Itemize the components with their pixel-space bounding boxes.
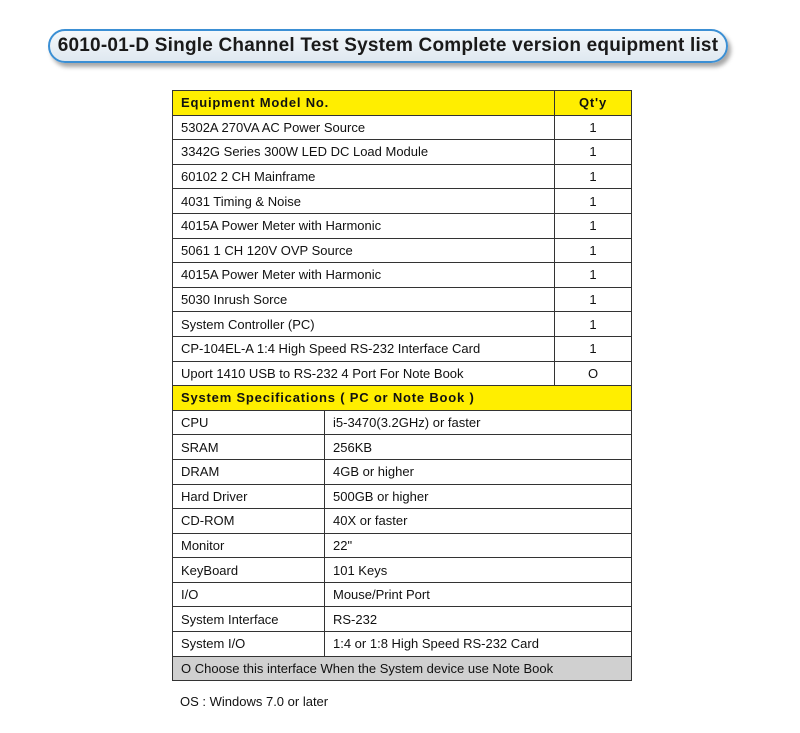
equipment-qty: 1 [555,287,632,312]
header-qty: Qt'y [555,91,632,116]
spec-item: DRAM [173,459,325,484]
page-title: 6010-01-D Single Channel Test System Complete version equipment list [57,35,719,56]
equipment-qty: 1 [555,164,632,189]
table-row [173,484,632,509]
spec-value: 40X or faster [325,509,632,534]
spec-value: RS-232 [325,607,632,632]
note-text: O Choose this interface When the System device use Note Book [173,656,632,681]
equipment-model: Uport 1410 USB to RS-232 4 Port For Note Book [173,361,555,386]
equipment-qty: O [555,361,632,386]
specs-header: System Specifications ( PC or Note Book ) [173,386,632,411]
equipment-model: 4031 Timing & Noise [173,189,555,214]
spec-value: 4GB or higher [325,459,632,484]
equipment-model: 5030 Inrush Sorce [173,287,555,312]
table-row [173,558,632,583]
spec-value: 22" [325,533,632,558]
spec-value: 256KB [325,435,632,460]
equipment-qty: 1 [555,140,632,165]
spec-value: 1:4 or 1:8 High Speed RS-232 Card [325,632,632,657]
table-row [173,263,632,288]
table-row [173,287,632,312]
equipment-model: 5061 1 CH 120V OVP Source [173,238,555,263]
table-row [173,361,632,386]
title-banner [48,29,728,63]
table-row [173,459,632,484]
equipment-qty: 1 [555,263,632,288]
table-row [173,632,632,657]
spec-value: Mouse/Print Port [325,582,632,607]
spec-item: CPU [173,410,325,435]
spec-item: System Interface [173,607,325,632]
table-row [173,312,632,337]
spec-value: i5-3470(3.2GHz) or faster [325,410,632,435]
equipment-qty: 1 [555,115,632,140]
specs-header-row [173,386,632,411]
table-row [173,533,632,558]
equipment-header-row [173,91,632,116]
equipment-qty: 1 [555,336,632,361]
spec-item: I/O [173,582,325,607]
equipment-qty: 1 [555,213,632,238]
table-row [173,336,632,361]
spec-item: SRAM [173,435,325,460]
table-row [173,115,632,140]
os-note: OS : Windows 7.0 or later [180,694,329,709]
spec-item: Hard Driver [173,484,325,509]
spec-value: 500GB or higher [325,484,632,509]
equipment-table [172,90,632,681]
table-row [173,238,632,263]
table-row [173,410,632,435]
table-row [173,140,632,165]
spec-item: KeyBoard [173,558,325,583]
table-row [173,435,632,460]
spec-item: System I/O [173,632,325,657]
equipment-model: 5302A 270VA AC Power Source [173,115,555,140]
equipment-model: CP-104EL-A 1:4 High Speed RS-232 Interface Card [173,336,555,361]
equipment-qty: 1 [555,238,632,263]
equipment-model: 3342G Series 300W LED DC Load Module [173,140,555,165]
equipment-model: 4015A Power Meter with Harmonic [173,213,555,238]
note-row [173,656,632,681]
equipment-model: System Controller (PC) [173,312,555,337]
spec-item: CD-ROM [173,509,325,534]
table-row [173,509,632,534]
table-row [173,189,632,214]
equipment-model: 4015A Power Meter with Harmonic [173,263,555,288]
equipment-qty: 1 [555,189,632,214]
equipment-qty: 1 [555,312,632,337]
spec-value: 101 Keys [325,558,632,583]
equipment-model: 60102 2 CH Mainframe [173,164,555,189]
table-row [173,607,632,632]
table-row [173,582,632,607]
header-model: Equipment Model No. [173,91,555,116]
spec-item: Monitor [173,533,325,558]
table-row [173,164,632,189]
table-row [173,213,632,238]
